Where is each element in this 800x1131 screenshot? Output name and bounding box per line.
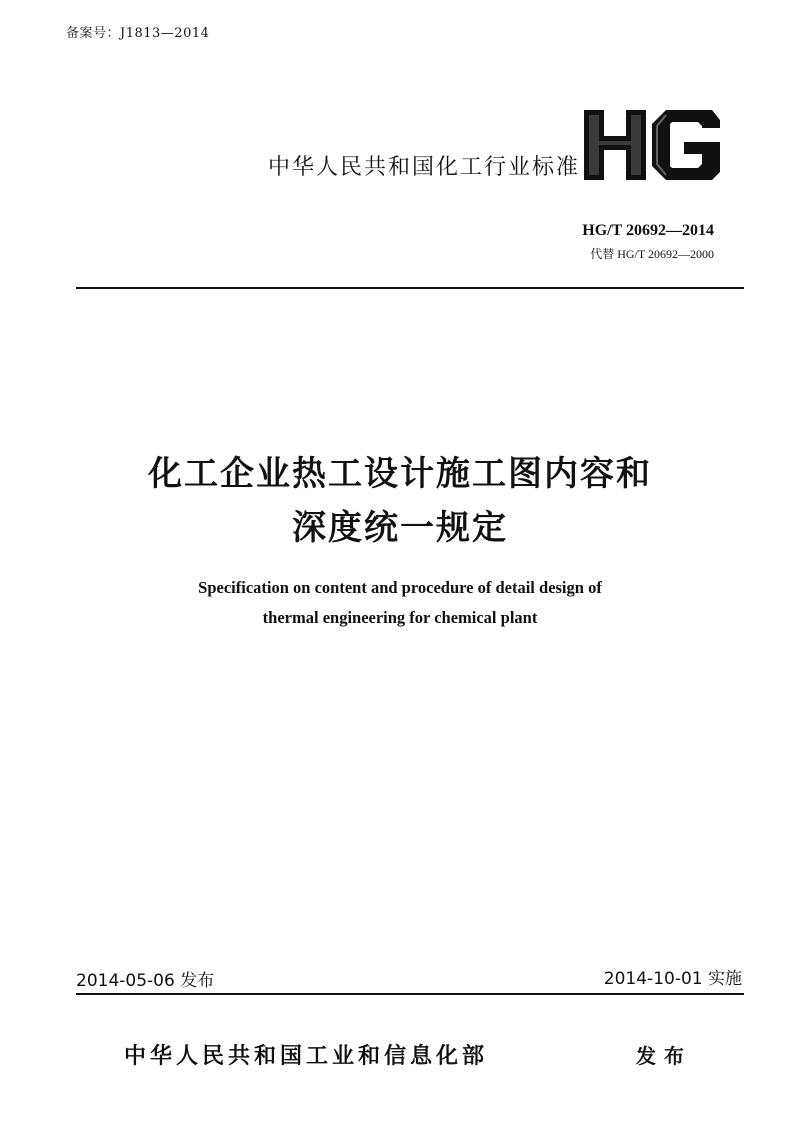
chinese-title-line2: 深度统一规定 — [292, 508, 508, 548]
english-title-line1: Specification on content and procedure of detail design of — [198, 578, 602, 597]
top-divider — [76, 287, 744, 289]
implementation-date: 2014-10-01 实施 — [603, 969, 742, 989]
standard-number: HG/T 20692—2014 — [582, 222, 714, 239]
bottom-divider — [76, 993, 744, 995]
issuing-authority: 中华人民共和国工业和信息化部 — [124, 1044, 489, 1069]
chinese-title-line1: 化工企业热工设计施工图内容和 — [148, 454, 652, 494]
issue-date: 2014-05-06 发布 — [76, 971, 215, 991]
english-title-line2: thermal engineering for chemical plant — [262, 608, 538, 627]
issue-action: 发布 — [636, 1044, 692, 1068]
industry-standard-title: 中华人民共和国化工行业标准 — [268, 155, 581, 180]
replaces-standard: 代替 HG/T 20692—2000 — [590, 247, 714, 261]
record-number: 备案号：J1813—2014 — [66, 26, 210, 41]
hg-logo — [580, 106, 725, 184]
